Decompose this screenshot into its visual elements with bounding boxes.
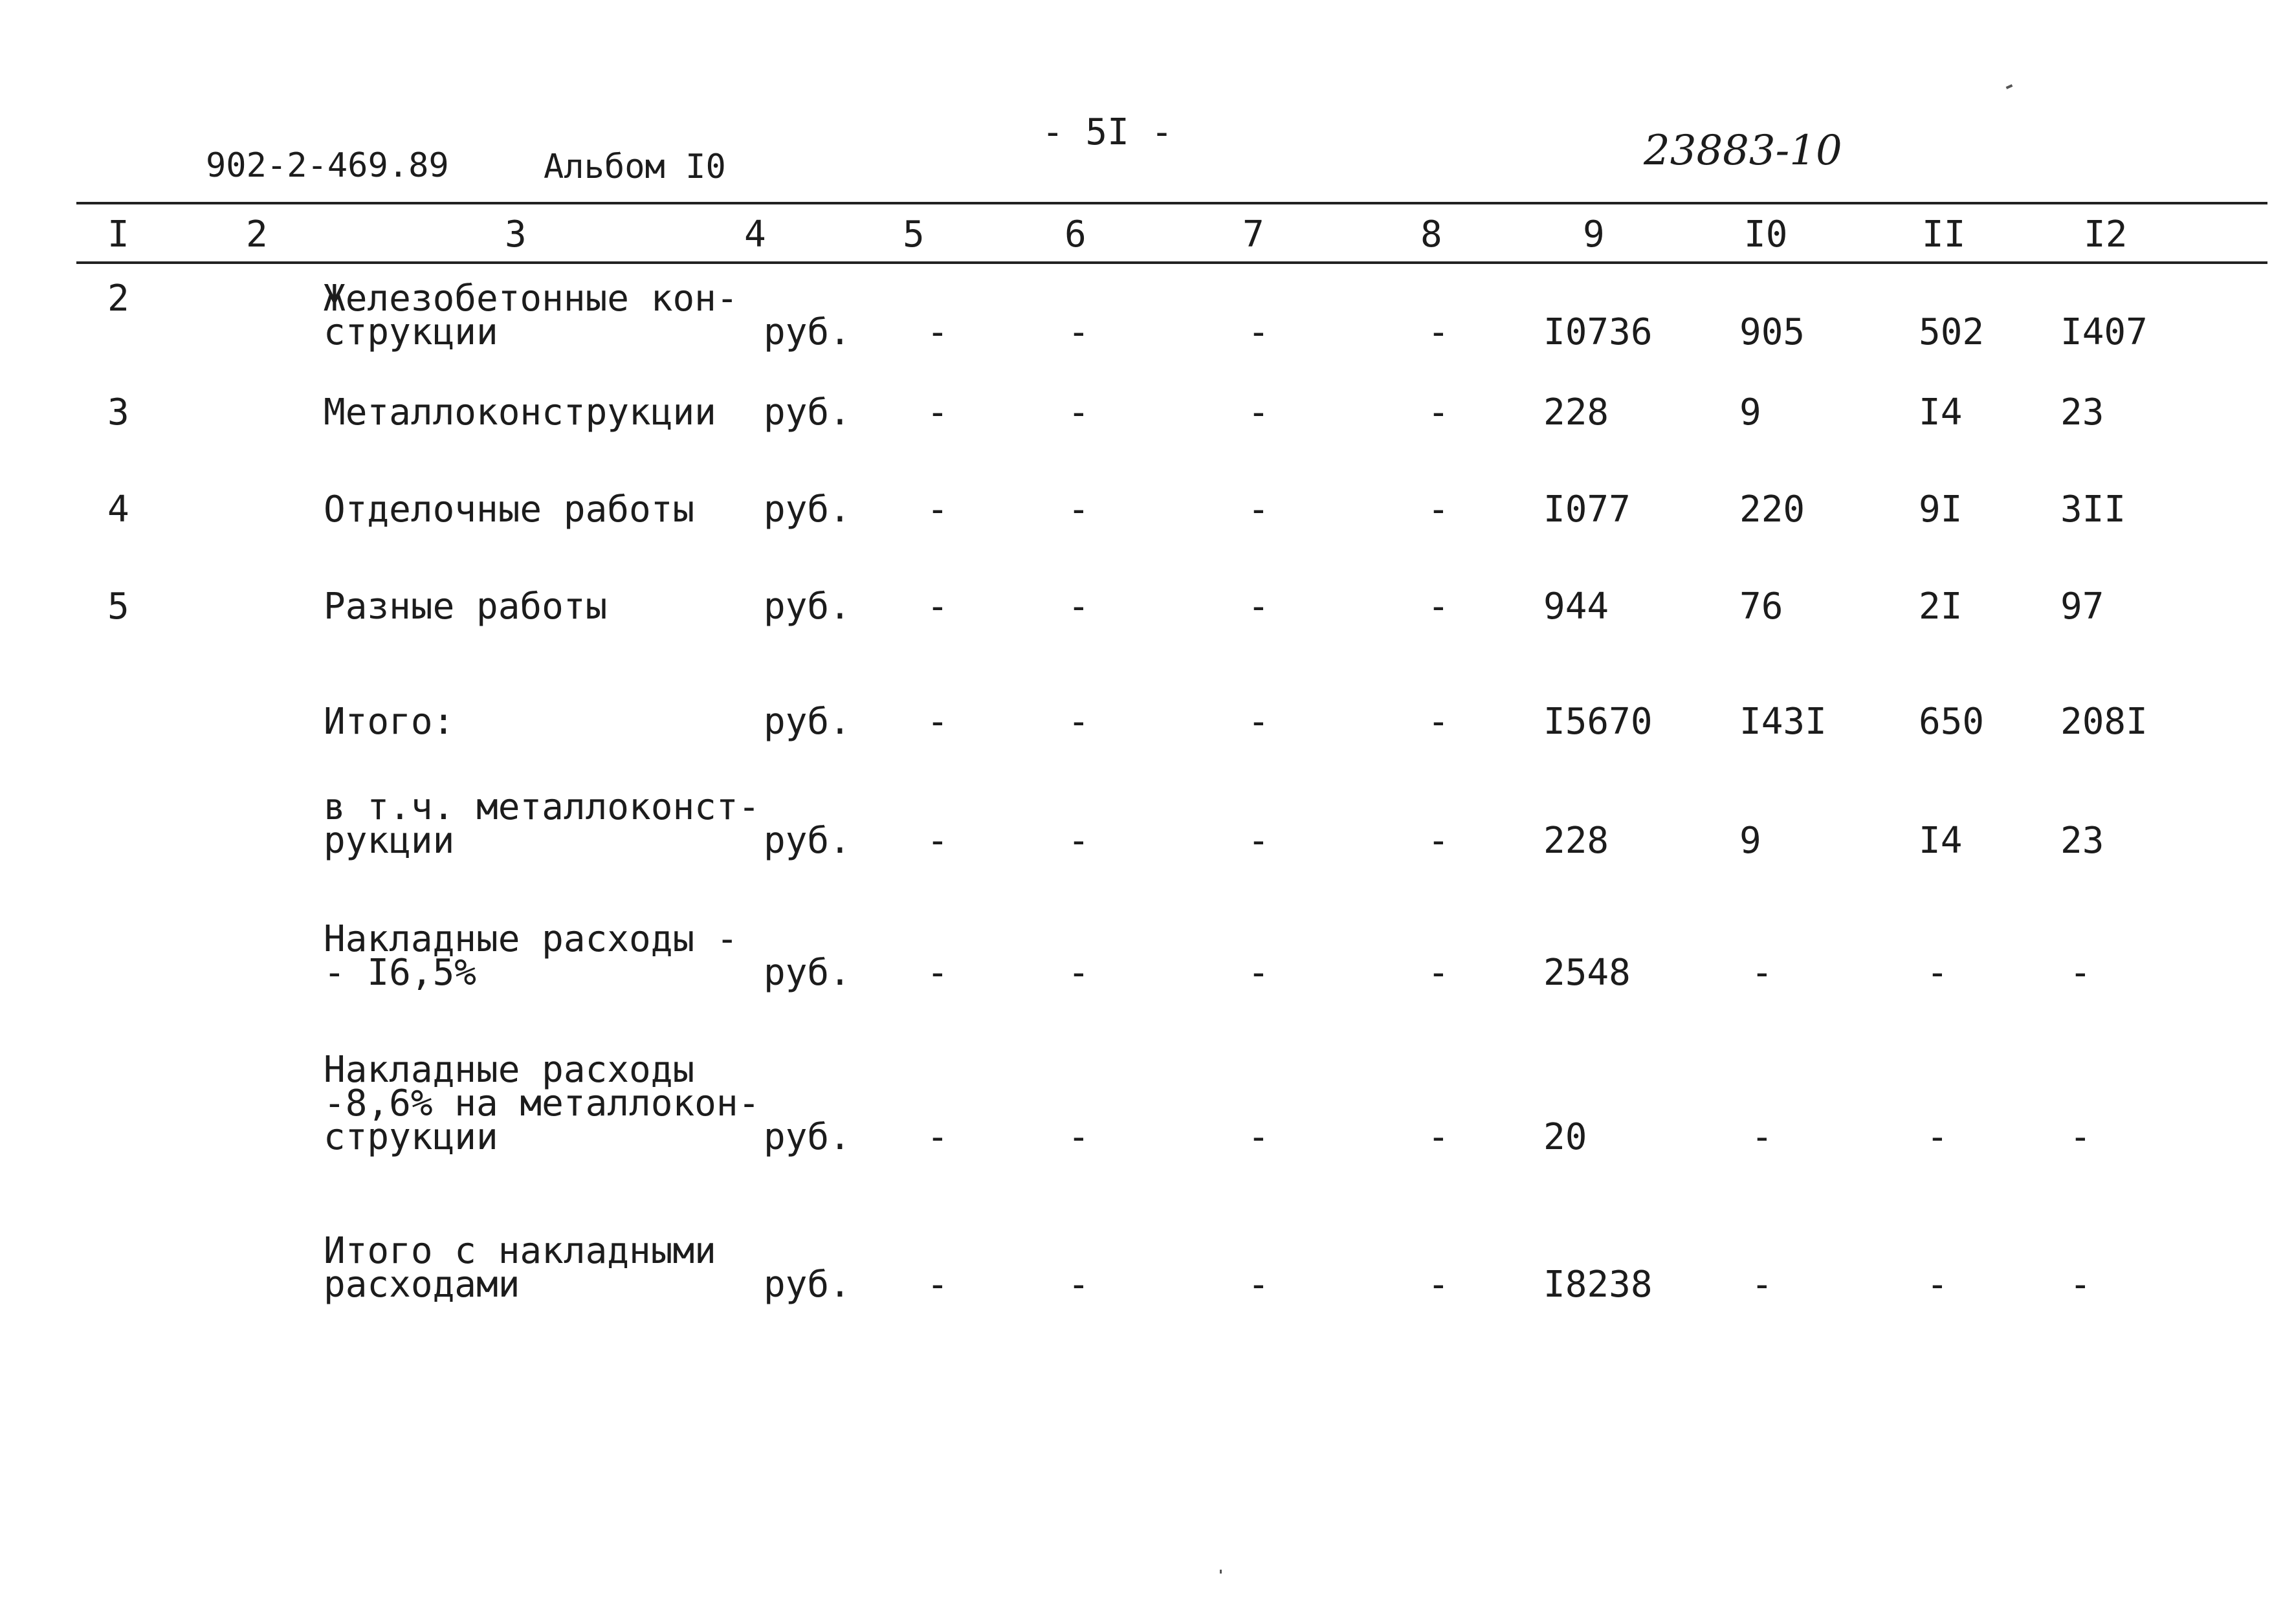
row-name-line: рукции (324, 820, 455, 862)
value-cell: - (1248, 1116, 1270, 1158)
value-cell: - (927, 488, 949, 531)
document-number: 23883-10 (1644, 127, 1842, 175)
value-cell: - (1068, 311, 1090, 353)
value-cell: - (1428, 1264, 1450, 1306)
value-cell: - (1068, 488, 1090, 531)
row-number: 4 (107, 488, 129, 531)
unit-cell: руб. (764, 586, 851, 628)
value-cell: - (1248, 586, 1270, 628)
value-cell: - (2069, 1116, 2091, 1158)
value-cell: - (1248, 311, 1270, 353)
value-cell: - (1248, 391, 1270, 433)
unit-cell: руб. (764, 820, 851, 862)
value-cell: - (1428, 488, 1450, 531)
value-cell: 2548 (1543, 952, 1631, 994)
value-cell: 9I (1919, 488, 1963, 531)
value-cell: - (2069, 952, 2091, 994)
value-cell: 228 (1543, 820, 1609, 862)
value-cell: - (1926, 1264, 1948, 1306)
value-cell: 905 (1739, 311, 1805, 353)
value-cell: - (927, 311, 949, 353)
row-name-line: Отделочные работы (324, 488, 695, 531)
row-name-line: Итого: (324, 701, 455, 743)
value-cell: - (1248, 1264, 1270, 1306)
row-name-line: Накладные расходы - (324, 918, 738, 960)
column-number: I (107, 214, 129, 256)
value-cell: - (1248, 488, 1270, 531)
row-name-line: Разные работы (324, 586, 608, 628)
value-cell: - (1068, 586, 1090, 628)
value-cell: - (1751, 1116, 1773, 1158)
column-number: 2 (246, 214, 268, 256)
unit-cell: руб. (764, 701, 851, 743)
table-top-rule (76, 202, 2267, 204)
row-name-line: Итого с накладными (324, 1230, 716, 1272)
row-name (324, 1230, 716, 1306)
unit-cell: руб. (764, 1264, 851, 1306)
value-cell: - (1751, 1264, 1773, 1306)
value-cell: - (1248, 701, 1270, 743)
value-cell: - (2069, 1264, 2091, 1306)
value-cell: 9 (1739, 820, 1761, 862)
row-name (324, 586, 608, 628)
row-name (324, 391, 716, 433)
value-cell: I0736 (1543, 311, 1653, 353)
column-number: 9 (1583, 214, 1605, 256)
row-name (324, 278, 738, 353)
row-number: 5 (107, 586, 129, 628)
column-number: 8 (1420, 214, 1442, 256)
scan-speck (2006, 84, 2013, 89)
value-cell: - (1751, 952, 1773, 994)
row-name-line: Накладные расходы (324, 1049, 695, 1091)
value-cell: - (1248, 820, 1270, 862)
row-name (324, 488, 695, 531)
column-number: 3 (505, 214, 527, 256)
value-cell: 20 (1543, 1116, 1587, 1158)
scan-speck (1220, 1570, 1222, 1574)
document-code: 902-2-469.89 (206, 146, 449, 185)
row-name (324, 701, 455, 743)
value-cell: - (927, 391, 949, 433)
column-number: I0 (1744, 214, 1788, 256)
value-cell: - (1248, 952, 1270, 994)
value-cell: 2I (1919, 586, 1963, 628)
column-number: 5 (903, 214, 925, 256)
column-number: I2 (2084, 214, 2128, 256)
row-name-line: -8,6% на металлокон- (324, 1082, 760, 1125)
unit-cell: руб. (764, 1116, 851, 1158)
value-cell: I077 (1543, 488, 1631, 531)
value-cell: I8238 (1543, 1264, 1653, 1306)
value-cell: I5670 (1543, 701, 1653, 743)
value-cell: 650 (1919, 701, 1985, 743)
value-cell: - (1428, 701, 1450, 743)
value-cell: I43I (1739, 701, 1827, 743)
value-cell: - (1428, 820, 1450, 862)
value-cell: I407 (2060, 311, 2148, 353)
value-cell: - (1428, 586, 1450, 628)
value-cell: - (927, 1116, 949, 1158)
value-cell: 23 (2060, 820, 2104, 862)
unit-cell: руб. (764, 488, 851, 531)
value-cell: 23 (2060, 391, 2104, 433)
value-cell: - (1428, 952, 1450, 994)
column-number: 6 (1064, 214, 1086, 256)
value-cell: - (927, 820, 949, 862)
row-number: 3 (107, 391, 129, 433)
value-cell: - (927, 1264, 949, 1306)
value-cell: 208I (2060, 701, 2148, 743)
column-number: II (1922, 214, 1966, 256)
value-cell: - (1926, 952, 1948, 994)
page-number: - 5I - (1042, 111, 1173, 153)
album-label: Альбом I0 (544, 148, 726, 186)
row-name-line: струкции (324, 1116, 498, 1158)
row-number: 2 (107, 278, 129, 320)
table-header-rule (76, 261, 2267, 264)
value-cell: - (1926, 1116, 1948, 1158)
row-name-line: - I6,5% (324, 952, 477, 994)
value-cell: - (927, 586, 949, 628)
row-name (324, 786, 760, 862)
value-cell: - (927, 701, 949, 743)
value-cell: - (1068, 1264, 1090, 1306)
value-cell: 9 (1739, 391, 1761, 433)
value-cell: I4 (1919, 820, 1963, 862)
row-name (324, 1049, 760, 1158)
row-name-line: струкции (324, 311, 498, 353)
column-number: 7 (1242, 214, 1264, 256)
row-name-line: Металлоконструкции (324, 391, 716, 433)
row-name-line: Железобетонные кон- (324, 278, 738, 320)
row-name (324, 918, 738, 994)
value-cell: 220 (1739, 488, 1805, 531)
value-cell: 502 (1919, 311, 1985, 353)
value-cell: - (927, 952, 949, 994)
unit-cell: руб. (764, 952, 851, 994)
value-cell: 944 (1543, 586, 1609, 628)
value-cell: - (1068, 952, 1090, 994)
value-cell: - (1428, 311, 1450, 353)
value-cell: 76 (1739, 586, 1783, 628)
value-cell: 3II (2060, 488, 2126, 531)
value-cell: 97 (2060, 586, 2104, 628)
value-cell: 228 (1543, 391, 1609, 433)
column-number: 4 (744, 214, 766, 256)
value-cell: I4 (1919, 391, 1963, 433)
value-cell: - (1428, 391, 1450, 433)
unit-cell: руб. (764, 311, 851, 353)
value-cell: - (1068, 701, 1090, 743)
value-cell: - (1428, 1116, 1450, 1158)
row-name-line: расходами (324, 1264, 520, 1306)
unit-cell: руб. (764, 391, 851, 433)
row-name-line: в т.ч. металлоконст- (324, 786, 760, 828)
value-cell: - (1068, 391, 1090, 433)
value-cell: - (1068, 820, 1090, 862)
value-cell: - (1068, 1116, 1090, 1158)
